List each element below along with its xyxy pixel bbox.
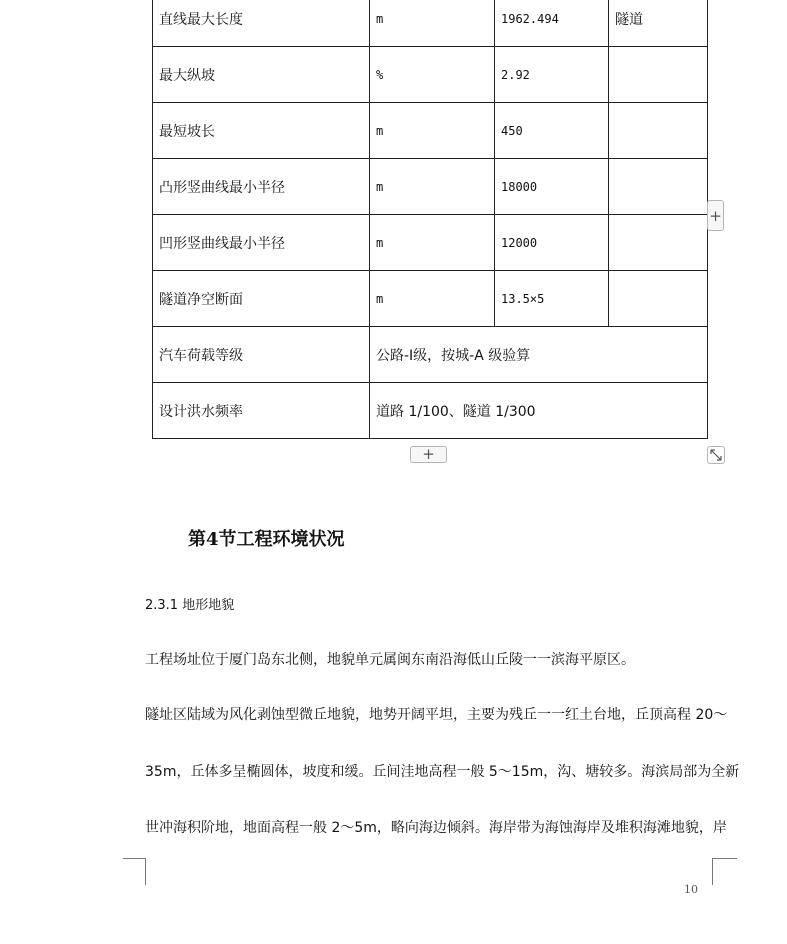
spec-table xyxy=(152,0,708,439)
table-cell[interactable] xyxy=(609,271,708,327)
table-cell[interactable]: 隧道净空断面 xyxy=(153,271,370,327)
table-cell[interactable]: 凸形竖曲线最小半径 xyxy=(153,159,370,215)
table-cell[interactable]: 1962.494 xyxy=(495,0,609,47)
table-cell[interactable]: 隧道 xyxy=(609,0,708,47)
table-cell[interactable]: 汽车荷载等级 xyxy=(153,327,370,383)
table-cell[interactable]: m xyxy=(370,0,495,47)
table-cell[interactable] xyxy=(609,159,708,215)
subheading: 2.3.1 地形地貌 xyxy=(145,598,235,613)
table-cell[interactable]: 最大纵坡 xyxy=(153,47,370,103)
add-column-button[interactable]: + xyxy=(707,200,724,231)
paragraph-line: 世冲海积阶地，地面高程一般 2～5m，略向海边倾斜。海岸带为海蚀海岸及堆积海滩地貌，岸 xyxy=(145,820,727,836)
table-cell-merged[interactable]: 公路-Ⅰ级，按城-A 级验算 xyxy=(370,327,708,383)
table-row xyxy=(153,215,708,271)
paragraph-line: 工程场址位于厦门岛东北侧，地貌单元属闽东南沿海低山丘陵一一滨海平原区。 xyxy=(145,652,635,668)
page-number: 10 xyxy=(684,883,698,896)
table-cell[interactable]: m xyxy=(370,159,495,215)
margin-corner-mark-left xyxy=(123,858,146,885)
table-cell[interactable]: 直线最大长度 xyxy=(153,0,370,47)
table-cell[interactable]: m xyxy=(370,103,495,159)
table-cell[interactable]: 最短坡长 xyxy=(153,103,370,159)
table-cell-merged[interactable]: 道路 1/100、隧道 1/300 xyxy=(370,383,708,439)
table-cell[interactable]: 12000 xyxy=(495,215,609,271)
table-row xyxy=(153,47,708,103)
table-resize-handle[interactable] xyxy=(707,446,725,464)
table-row xyxy=(153,327,708,383)
add-row-button[interactable]: + xyxy=(410,446,447,463)
table-cell[interactable]: 18000 xyxy=(495,159,609,215)
paragraph-line: 35m，丘体多呈椭圆体，坡度和缓。丘间洼地高程一般 5～15m，沟、塘较多。海滨局部为全新 xyxy=(145,764,740,780)
paragraph-line: 隧址区陆域为风化剥蚀型微丘地貌，地势开阔平坦，主要为残丘一一红土台地，丘顶高程 20～ xyxy=(145,707,728,723)
table-cell[interactable]: 13.5×5 xyxy=(495,271,609,327)
table-cell[interactable]: m xyxy=(370,215,495,271)
table-cell[interactable] xyxy=(609,103,708,159)
table-row xyxy=(153,0,708,47)
table-row xyxy=(153,159,708,215)
table-cell[interactable]: m xyxy=(370,271,495,327)
table-cell[interactable] xyxy=(609,47,708,103)
table-cell[interactable]: 450 xyxy=(495,103,609,159)
resize-diagonal-icon xyxy=(710,449,722,461)
margin-corner-mark-right xyxy=(712,858,737,885)
table-cell[interactable]: 设计洪水频率 xyxy=(153,383,370,439)
table-row xyxy=(153,383,708,439)
table-cell[interactable]: 2.92 xyxy=(495,47,609,103)
table-row xyxy=(153,271,708,327)
table-cell[interactable] xyxy=(609,215,708,271)
section-heading: 第4节工程环境状况 xyxy=(188,529,345,550)
table-cell[interactable]: % xyxy=(370,47,495,103)
table-cell[interactable]: 凹形竖曲线最小半径 xyxy=(153,215,370,271)
table-row xyxy=(153,103,708,159)
